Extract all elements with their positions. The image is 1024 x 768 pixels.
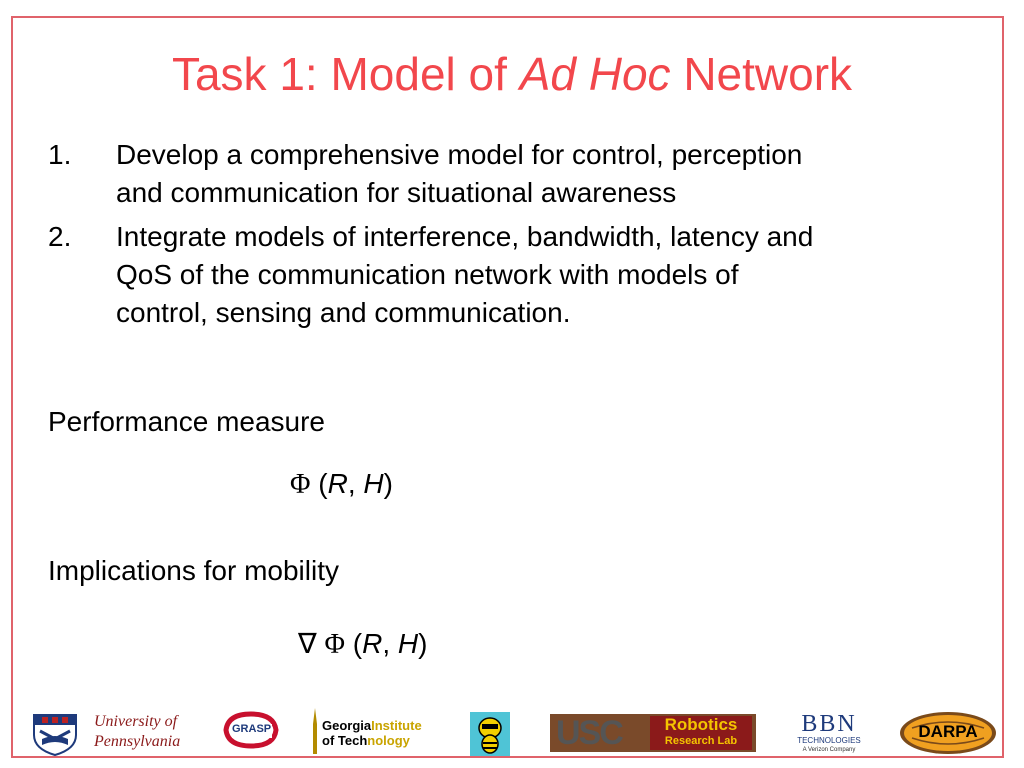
mobility-label: Implications for mobility	[48, 555, 339, 586]
yellow-jacket-mascot-icon	[470, 712, 510, 756]
list-item	[48, 136, 988, 212]
list-text-line: Develop a comprehensive model for control, perception	[116, 139, 803, 170]
list-text-line: control, sensing and communication.	[116, 297, 571, 328]
slide-border	[11, 16, 1004, 758]
list-item	[48, 218, 988, 332]
penn-shield-logo	[30, 711, 80, 757]
penn-wordmark: University of Pennsylvania	[94, 713, 181, 750]
usc-robotics-logo: USC Robotics Research Lab	[550, 714, 756, 752]
list-text-line: and communication for situational awareness	[116, 177, 677, 208]
performance-measure-label: Performance measure	[48, 406, 326, 437]
performance-formula: Φ (R, H)	[290, 468, 393, 500]
task-list	[48, 136, 988, 338]
georgia-tech-logo: GeorgiaInstitute of Technology	[310, 706, 460, 756]
list-text-line: Integrate models of interference, bandwidth, latency and	[116, 221, 814, 252]
slide-title: Task 1: Model of Ad Hoc Network	[171, 48, 853, 100]
mobility-formula: ∇ Φ (R, H)	[298, 628, 428, 660]
bbn-logo: BBN TECHNOLOGIES A Verizon Company	[797, 711, 861, 753]
list-number: 1.	[48, 139, 72, 170]
list-text-line: QoS of the communication network with models of	[116, 259, 739, 290]
grasp-logo: GRASP	[220, 710, 282, 750]
list-number: 2.	[48, 221, 72, 252]
darpa-logo: DARPA	[898, 710, 998, 756]
